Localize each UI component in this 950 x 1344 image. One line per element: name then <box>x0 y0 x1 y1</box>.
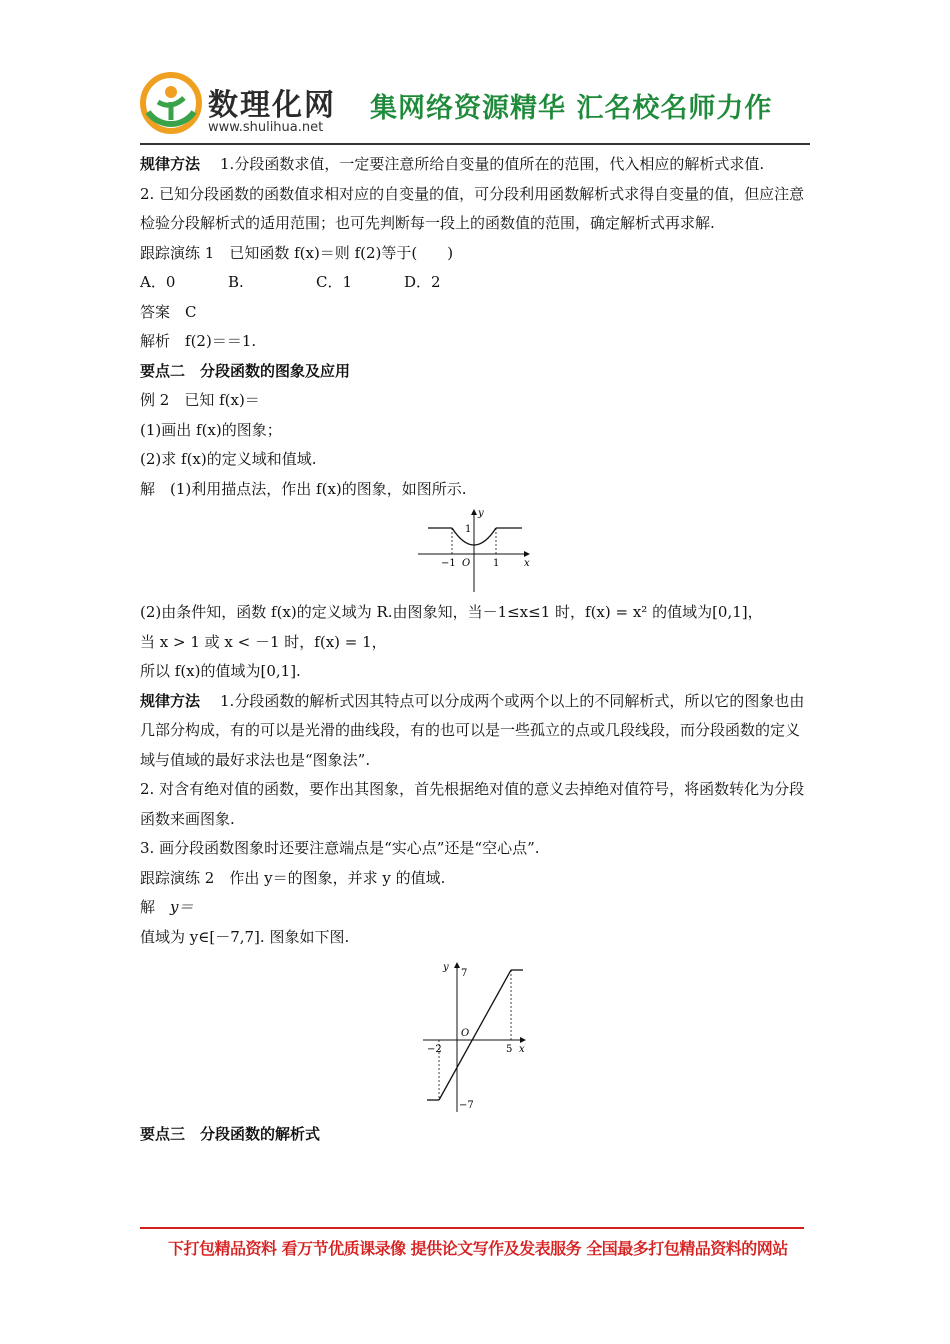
fig2-label-y: y <box>443 962 449 973</box>
solution-line: 解 (1)利用描点法，作出 f(x)的图象，如图所示. <box>140 479 467 498</box>
method2-paragraph1: 规律方法 1.分段函数的解析式因其特点可以分成两个或两个以上的不同解析式，所以它的图象也由几部分构成，有的可以是光滑的曲线段，有的也可以是一些孤立的点或几段线段，而分段函数的定义域与值域的最好求法也是“图象法”. <box>140 691 805 769</box>
site-brand: 数理化网 <box>208 88 336 123</box>
fig1-tick-1: 1 <box>493 558 500 569</box>
document-body <box>140 150 812 1150</box>
exercise1-options <box>140 268 812 298</box>
section3-title: 要点三 分段函数的解析式 <box>140 1125 321 1143</box>
site-url: www.shulihua.net <box>208 120 324 135</box>
option-a: A．0 <box>140 273 176 291</box>
footer-banner: 下打包精品资料 看万节优质课录像 提供论文写作及发表服务 全国最多打包精品资料的网站 <box>168 1239 788 1258</box>
fig2-label-x: x <box>519 1044 525 1055</box>
fig1-tick-neg1: −1 <box>441 558 456 569</box>
fig2-tick-neg2: −2 <box>427 1044 442 1055</box>
fig1-tick-y1: 1 <box>465 524 472 535</box>
page-header <box>140 68 810 144</box>
exercise2: 跟踪演练 2 作出 y＝的图象，并求 y 的值域. <box>140 868 446 887</box>
example2-question2: (2)求 f(x)的定义域和值域. <box>140 450 317 468</box>
method1-label: 规律方法 <box>140 155 201 173</box>
method1-paragraph2: 2. 已知分段函数的函数值求相对应的自变量的值，可分段利用函数解析式求得自变量的值，但应注意检验分段解析式的适用范围；也可先判断每一段上的函数值的范围，确定解析式再求解. <box>140 184 805 232</box>
header-divider <box>140 143 810 145</box>
site-slogan: 集网络资源精华 汇名校名师力作 <box>370 93 773 124</box>
fig1-y-arrow <box>471 509 477 515</box>
method2-paragraph2: 2. 对含有绝对值的函数，要作出其图象，首先根据绝对值的意义去掉绝对值符号，将函数转化为分段函数来画图象. <box>140 780 805 828</box>
exercise2-label: 跟踪演练 2 <box>140 868 215 887</box>
method2-paragraph3: 3. 画分段函数图象时还要注意端点是“实心点”还是“空心点”. <box>140 839 540 857</box>
section2-title: 要点二 分段函数的图象及应用 <box>140 361 351 380</box>
fig2-x-arrow <box>520 1037 526 1043</box>
option-d: D．2 <box>404 273 441 291</box>
fig1-label-origin: O <box>462 558 471 569</box>
fig2-tick-neg7: −7 <box>459 1100 474 1111</box>
example2: 例 2 已知 f(x)＝ <box>140 391 260 409</box>
analysis-line: 解析 f(2)＝＝1. <box>140 332 257 350</box>
fig1-x-arrow <box>524 551 530 557</box>
part2-line1: (2)由条件知，函数 f(x)的定义域为 R.由图象知，当－1≤x≤1 时，f(x) = x² 的值域为[0,1]， <box>140 603 763 621</box>
fig1-label-y: y <box>478 508 484 519</box>
option-c: C．1 <box>316 273 353 291</box>
fig2-label-origin: O <box>461 1028 470 1039</box>
fig2-middle-segment <box>439 970 511 1100</box>
fig2-tick-5: 5 <box>506 1044 513 1055</box>
method1-paragraph1: 规律方法 1.分段函数求值，一定要注意所给自变量的值所在的范围，代入相应的解析式求值. <box>140 155 765 173</box>
exercise1: 跟踪演练 1 已知函数 f(x)＝则 f(2)等于( ) <box>140 243 454 262</box>
figure1-graph <box>418 506 538 594</box>
answer-line: 答案 C <box>140 302 197 321</box>
logo-icon <box>140 72 202 134</box>
fig2-y-arrow <box>454 962 460 968</box>
option-b: B. <box>228 273 244 291</box>
fig1-label-x: x <box>524 558 530 569</box>
figure2-graph <box>423 958 533 1114</box>
example2-question1: (1)画出 f(x)的图象； <box>140 420 282 439</box>
part2-line2: 当 x > 1 或 x < －1 时，f(x) = 1， <box>140 632 387 651</box>
fig2-tick-7: 7 <box>461 968 468 979</box>
footer-divider <box>140 1227 804 1229</box>
range-line: 值域为 y∈[－7,7]. 图象如下图. <box>140 927 350 946</box>
solution2-line: 解 y＝ <box>140 898 194 916</box>
method2-label: 规律方法 <box>140 691 201 710</box>
exercise1-label: 跟踪演练 1 <box>140 243 215 262</box>
part2-line3: 所以 f(x)的值域为[0,1]. <box>140 662 301 680</box>
